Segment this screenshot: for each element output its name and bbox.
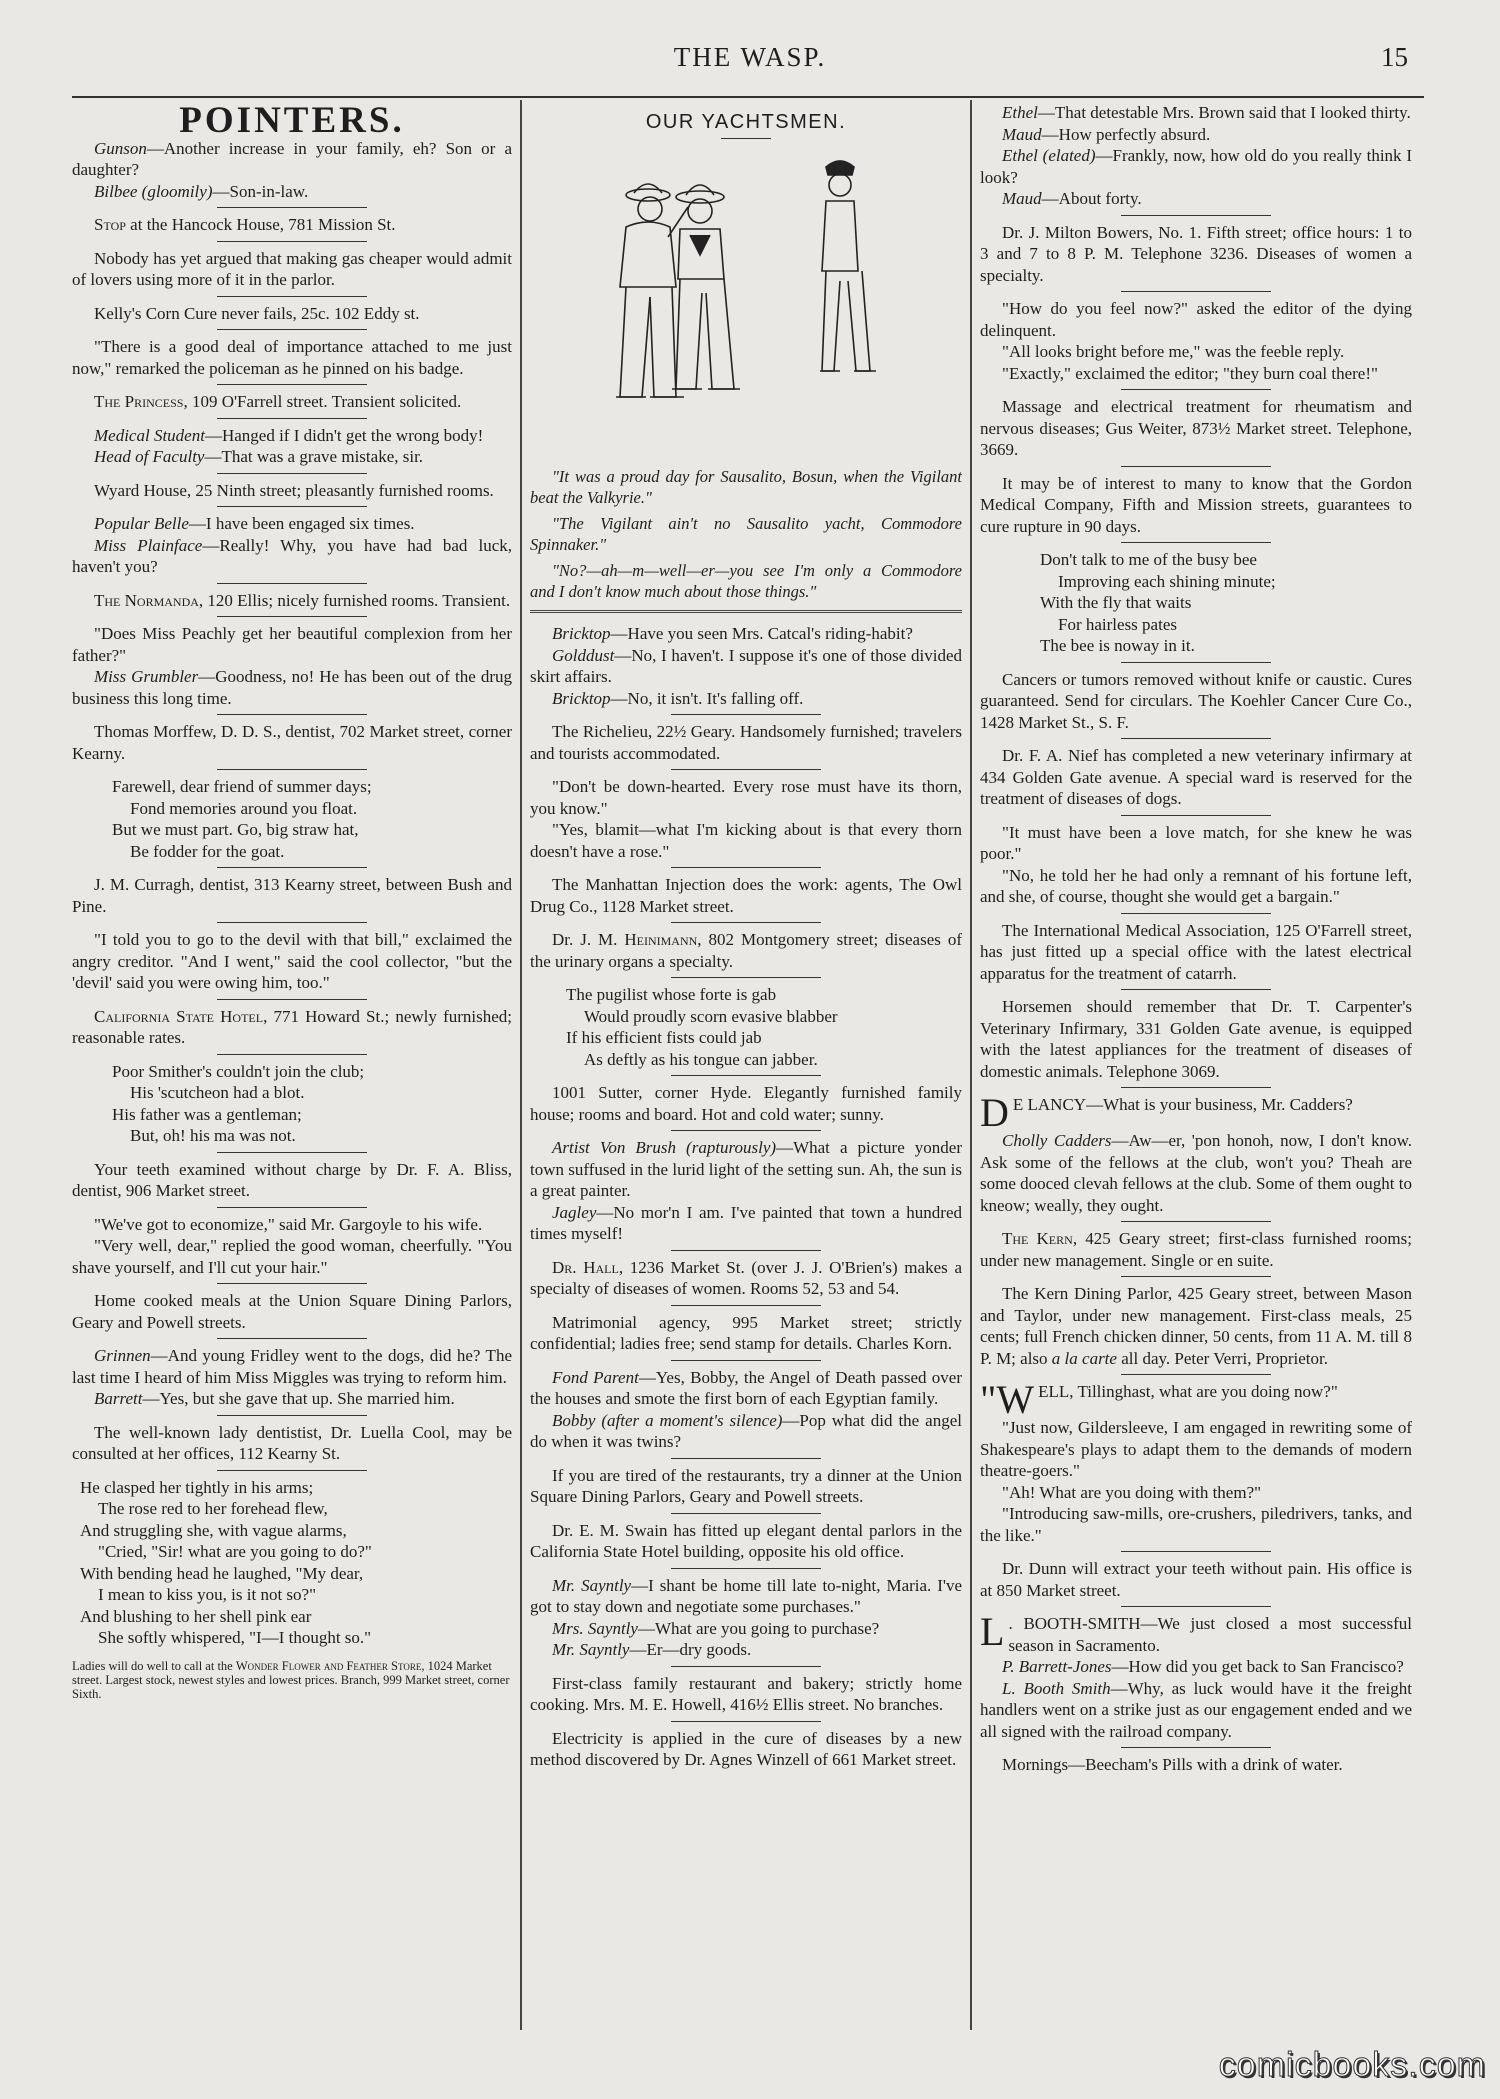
poem xyxy=(566,984,962,1070)
divider xyxy=(217,867,367,868)
divider xyxy=(671,1666,821,1667)
divider xyxy=(671,1305,821,1306)
paragraph: Jagley—No mor'n I am. I've painted that town a hundred times myself! xyxy=(530,1202,962,1243)
paragraph: Maud—About forty. xyxy=(1002,189,1142,208)
paragraph: Bricktop—No, it isn't. It's falling off. xyxy=(552,688,804,708)
divider xyxy=(671,1513,821,1514)
poem-line: Don't talk to me of the busy bee xyxy=(1040,550,1257,569)
divider xyxy=(217,1207,367,1208)
page-number: 15 xyxy=(1381,42,1408,72)
poem xyxy=(1040,549,1412,657)
divider xyxy=(217,506,367,507)
divider xyxy=(671,1721,821,1722)
paragraph: Medical Student—Hanged if I didn't get the wrong body! xyxy=(94,425,484,445)
paragraph: Head of Faculty—That was a grave mistake, sir. xyxy=(94,447,424,466)
paragraph: Maud—How perfectly absurd. xyxy=(1002,124,1211,144)
paragraph: "All looks bright before me," was the feeble reply. xyxy=(1002,342,1345,361)
paragraph: Grinnen—And young Fridley went to the dogs, did he? The last time I heard of him Miss Miggles was trying to reform him. xyxy=(72,1346,512,1387)
divider xyxy=(217,1283,367,1284)
paragraph: Mornings—Beecham's Pills with a drink of water. xyxy=(1002,1755,1343,1774)
paragraph: Dr. J. Milton Bowers, No. 1. Fifth street; office hours: 1 to 3 and 7 to 8 P. M. Telephone 3236. Diseases of women a specialty. xyxy=(980,222,1412,285)
paragraph: "Does Miss Peachly get her beautiful complexion from her father?" xyxy=(72,624,512,665)
paragraph: E LANCY—What is your business, Mr. Cadders? xyxy=(1012,1095,1353,1114)
divider xyxy=(1121,913,1271,914)
poem-line: The pugilist whose forte is gab xyxy=(566,985,777,1004)
divider xyxy=(217,616,367,617)
divider xyxy=(1121,662,1271,663)
paragraph: Mr. Sayntly—Er—dry goods. xyxy=(552,1640,752,1659)
divider xyxy=(1121,542,1271,543)
divider xyxy=(671,1075,821,1076)
divider xyxy=(217,583,367,584)
divider xyxy=(1121,291,1271,292)
divider xyxy=(217,384,367,385)
divider xyxy=(1121,1374,1271,1375)
paragraph: Matrimonial agency, 995 Market street; strictly confidential; ladies free; send stamp for details. Charles Korn. xyxy=(530,1312,962,1353)
divider xyxy=(217,473,367,474)
poem xyxy=(112,1061,512,1147)
divider xyxy=(1121,989,1271,990)
paragraph: Gunson—Another increase in your family, eh? Son or a daughter? xyxy=(72,138,512,179)
paragraph: Your teeth examined without charge by Dr. F. A. Bliss, dentist, 906 Market street. xyxy=(72,1159,512,1200)
paragraph: The Richelieu, 22½ Geary. Handsomely furnished; travelers and tourists accommodated. xyxy=(530,722,962,763)
header-rule xyxy=(72,96,1424,98)
paragraph: Kelly's Corn Cure never fails, 25c. 102 Eddy st. xyxy=(94,303,420,323)
paragraph: "Ah! What are you doing with them?" xyxy=(1002,1482,1262,1502)
column-pointers xyxy=(72,102,512,2032)
double-rule xyxy=(530,610,962,613)
divider xyxy=(671,769,821,770)
divider xyxy=(671,977,821,978)
paragraph: The Kern Dining Parlor, 425 Geary street, between Mason and Taylor, under new management. First-class meals, 25 cents; full French chicken dinner, 50 cents, from 11 A. M. till 8 P. M; also a la carte all day. Peter Verri, Proprietor. xyxy=(980,1284,1412,1368)
divider xyxy=(217,999,367,1000)
paragraph: First-class family restaurant and bakery; strictly home cooking. Mrs. M. E. Howell, 416½ Ellis street. No branches. xyxy=(530,1673,962,1714)
poem-line: "Cried, "Sir! what are you going to do?" xyxy=(98,1542,372,1561)
divider xyxy=(217,922,367,923)
column-three xyxy=(980,102,1412,2032)
paragraph: "No, he told her he had only a remnant of his fortune left, and she, of course, thought she would get a bargain." xyxy=(980,865,1412,906)
poem-line: Be fodder for the goat. xyxy=(130,841,285,861)
paragraph: Home cooked meals at the Union Square Dining Parlors, Geary and Powell streets. xyxy=(72,1291,512,1332)
paragraph: California State Hotel, 771 Howard St.; newly furnished; reasonable rates. xyxy=(72,1006,512,1047)
paragraph: "There is a good deal of importance attached to me just now," remarked the policeman as he pinned on his badge. xyxy=(72,337,512,378)
poem-line: Would proudly scorn evasive blabber xyxy=(584,1006,838,1026)
paragraph: Ethel (elated)—Frankly, now, how old do you really think I look? xyxy=(980,146,1412,187)
newspaper-title: THE WASP. xyxy=(673,42,827,72)
divider xyxy=(217,1415,367,1416)
paragraph: Dr. F. A. Nief has completed a new veterinary infirmary at 434 Golden Gate avenue. A special ward is reserved for the treatment of diseases of dogs. xyxy=(980,746,1412,808)
paragraph: "Don't be down-hearted. Every rose must have its thorn, you know." xyxy=(530,777,962,818)
poem-line: With the fly that waits xyxy=(1040,593,1192,612)
paragraph: "Introducing saw-mills, ore-crushers, piledrivers, tanks, and the like." xyxy=(980,1504,1412,1545)
paragraph: "Exactly," exclaimed the editor; "they burn coal there!" xyxy=(1002,363,1378,383)
paragraph: 1001 Sutter, corner Hyde. Elegantly furnished family house; rooms and board. Hot and cold water; sunny. xyxy=(530,1083,962,1124)
divider xyxy=(217,1338,367,1339)
poem-line: I mean to kiss you, is it not so?" xyxy=(98,1585,317,1604)
poem-line: But, oh! his ma was not. xyxy=(130,1126,296,1145)
paragraph: Horsemen should remember that Dr. T. Carpenter's Veterinary Infirmary, 331 Golden Gate avenue, is equipped with the latest appliances for the treatment of diseases of domestic animals. Telephone 3069. xyxy=(980,997,1412,1081)
poem-line: She softly whispered, "I—I thought so." xyxy=(98,1628,372,1647)
page-header xyxy=(0,42,1500,82)
paragraph: Massage and electrical treatment for rheumatism and nervous diseases; Gus Weiter, 873½ Market street. Telephone, 3669. xyxy=(980,397,1412,459)
cartoon-illustration xyxy=(530,157,962,452)
paragraph: "It must have been a love match, for she knew he was poor." xyxy=(980,822,1412,863)
poem-line: The bee is noway in it. xyxy=(1040,636,1195,655)
paragraph: Nobody has yet argued that making gas cheaper would admit of lovers using more of it in the parlor. xyxy=(72,248,512,289)
cartoon-caption: "It was a proud day for Sausalito, Bosun, when the Vigilant beat the Valkyrie." xyxy=(530,467,962,507)
paragraph: Golddust—No, I haven't. I suppose it's one of those divided skirt affairs. xyxy=(530,645,962,686)
divider xyxy=(217,769,367,770)
poem-line: And blushing to her shell pink ear xyxy=(80,1606,312,1626)
paragraph: It may be of interest to many to know that the Gordon Medical Company, Fifth and Mission streets, guarantees to cure rupture in 90 days. xyxy=(980,473,1412,536)
divider xyxy=(1121,1606,1271,1607)
poem-line: For hairless pates xyxy=(1058,614,1177,634)
paragraph: Miss Grumbler—Goodness, no! He has been out of the drug business this long time. xyxy=(72,667,512,708)
paragraph: Cholly Cadders—Aw—er, 'pon honoh, now, I don't know. Ask some of the fellows at the club, won't you? Theah are some dooced clevah fellows at the club. Some of them ought to kneow; weally, they ought. xyxy=(980,1131,1412,1215)
paragraph: Artist Von Brush (rapturously)—What a picture yonder town suffused in the lurid light of the setting sun. Ah, the sun is a great painter. xyxy=(530,1138,962,1200)
divider xyxy=(1121,466,1271,467)
paragraph: The International Medical Association, 125 O'Farrell street, has just fitted up a special office with the latest electrical apparatus for the treatment of catarrh. xyxy=(980,920,1412,983)
site-watermark: comicbooks.com xyxy=(1218,2046,1486,2084)
paragraph: Bilbee (gloomily)—Son-in-law. xyxy=(94,181,309,201)
divider xyxy=(671,922,821,923)
divider xyxy=(217,296,367,297)
paragraph: The well-known lady dentistist, Dr. Luella Cool, may be consulted at her offices, 112 Kearny St. xyxy=(72,1422,512,1463)
poem-line: Poor Smither's couldn't join the club; xyxy=(112,1061,365,1081)
paragraph: Bricktop—Have you seen Mrs. Catcal's riding-habit? xyxy=(552,624,913,643)
divider xyxy=(217,1152,367,1153)
poem-line: As deftly as his tongue can jabber. xyxy=(584,1049,818,1069)
column-yachtsmen xyxy=(530,102,962,2032)
cartoon-caption: "No?—ah—m—well—er—you see I'm only a Commodore and I don't know much about those things." xyxy=(530,561,962,601)
paragraph: Cancers or tumors removed without knife or caustic. Cures guaranteed. Send for circulars. The Koehler Cancer Cure Co., 1428 Market St., S. F. xyxy=(980,669,1412,732)
divider xyxy=(217,1054,367,1055)
divider xyxy=(217,714,367,715)
paragraph: . BOOTH-SMITH—We just closed a most successful season in Sacramento. xyxy=(1008,1614,1412,1655)
paragraph: Dr. J. M. Heinimann, 802 Montgomery street; diseases of the urinary organs a specialty. xyxy=(530,930,962,971)
paragraph: The Manhattan Injection does the work: agents, The Owl Drug Co., 1128 Market street. xyxy=(530,875,962,916)
paragraph: Wyard House, 25 Ninth street; pleasantly furnished rooms. xyxy=(94,480,494,500)
paragraph: Ethel—That detestable Mrs. Brown said that I looked thirty. xyxy=(1002,103,1411,122)
divider xyxy=(671,1458,821,1459)
paragraph: Bobby (after a moment's silence)—Pop what did the angel do when it was twins? xyxy=(530,1410,962,1451)
paragraph: "Very well, dear," replied the good woman, cheerfully. "You shave yourself, and I'll cut your hair." xyxy=(72,1236,512,1277)
divider xyxy=(671,867,821,868)
divider xyxy=(1121,1221,1271,1222)
paragraph-dropcap xyxy=(980,1377,1412,1422)
poem-line: He clasped her tightly in his arms; xyxy=(80,1477,314,1497)
poem xyxy=(112,776,512,862)
poem-line: Fond memories around you float. xyxy=(130,798,358,818)
paragraph: "Just now, Gildersleeve, I am engaged in rewriting some of Shakespeare's plays to adapt them to the demands of modern theatre-goers." xyxy=(980,1418,1412,1480)
paragraph: The Kern, 425 Geary street; first-class furnished rooms; under new management. Single or en suite. xyxy=(980,1229,1412,1270)
drop-cap: L xyxy=(980,1609,1005,1654)
column-divider xyxy=(520,100,522,2030)
divider xyxy=(1121,1276,1271,1277)
divider xyxy=(1121,1551,1271,1552)
column-divider xyxy=(970,100,972,2030)
paragraph: "We've got to economize," said Mr. Gargoyle to his wife. xyxy=(94,1214,483,1234)
poem-line: His 'scutcheon had a blot. xyxy=(130,1083,305,1102)
paragraph: Miss Plainface—Really! Why, you have had bad luck, haven't you? xyxy=(72,535,512,576)
paragraph: "I told you to go to the devil with that bill," exclaimed the angry creditor. "And I went," said the cool collector, "but the 'devil' said you were owing him, too." xyxy=(72,930,512,992)
divider xyxy=(671,1568,821,1569)
poem-line: The rose red to her forehead flew, xyxy=(98,1499,328,1518)
paragraph: Electricity is applied in the cure of diseases by a new method discovered by Dr. Agnes Winzell of 661 Market street. xyxy=(530,1728,962,1769)
paragraph: The Normanda, 120 Ellis; nicely furnished rooms. Transient. xyxy=(94,590,511,610)
divider xyxy=(671,714,821,715)
poem-line: But we must part. Go, big straw hat, xyxy=(112,820,359,839)
divider xyxy=(217,329,367,330)
poem-line: Improving each shining minute; xyxy=(1058,571,1276,591)
paragraph: Dr. Dunn will extract your teeth without pain. His office is at 850 Market street. xyxy=(980,1559,1412,1600)
poem-line: Farewell, dear friend of summer days; xyxy=(112,777,372,796)
paragraph: If you are tired of the restaurants, try a dinner at the Union Square Dining Parlors, Geary and Powell streets. xyxy=(530,1465,962,1506)
paragraph: Mrs. Sayntly—What are you going to purchase? xyxy=(552,1618,880,1638)
divider xyxy=(1121,389,1271,390)
divider xyxy=(217,418,367,419)
section-title: POINTERS. xyxy=(179,102,405,141)
advertisement-note: Ladies will do well to call at the Wonder Flower and Feather Store, 1024 Market street. Largest stock, newest styles and lowest prices. Branch, 999 Market street, corner Sixth. xyxy=(72,1658,510,1701)
paragraph: Stop at the Hancock House, 781 Mission St. xyxy=(94,215,396,234)
paragraph: Dr. Hall, 1236 Market St. (over J. J. O'Brien's) makes a specialty of diseases of women. Rooms 52, 53 and 54. xyxy=(530,1257,962,1298)
paragraph: P. Barrett-Jones—How did you get back to San Francisco? xyxy=(1002,1657,1404,1676)
poem-line: If his efficient fists could jab xyxy=(566,1028,762,1047)
paragraph: Dr. E. M. Swain has fitted up elegant dental parlors in the California State Hotel building, opposite his old office. xyxy=(530,1520,962,1561)
paragraph: Mr. Sayntly—I shant be home till late to-night, Maria. I've got to stay down and negotiate some purchases." xyxy=(530,1575,962,1616)
divider xyxy=(1121,1087,1271,1088)
drop-cap: D xyxy=(980,1090,1009,1135)
paragraph: "How do you feel now?" asked the editor of the dying delinquent. xyxy=(980,299,1412,340)
poem-line: And struggling she, with vague alarms, xyxy=(80,1520,347,1540)
divider xyxy=(217,241,367,242)
paragraph: L. Booth Smith—Why, as luck would have it the freight handlers went on a strike just as our engagement ended and we all signed with the railroad company. xyxy=(980,1678,1412,1741)
divider xyxy=(1121,738,1271,739)
divider xyxy=(1121,215,1271,216)
divider xyxy=(217,1470,367,1471)
paragraph: J. M. Curragh, dentist, 313 Kearny street, between Bush and Pine. xyxy=(72,875,512,916)
divider xyxy=(671,1130,821,1131)
divider xyxy=(217,207,367,208)
paragraph-dropcap xyxy=(980,1090,1412,1135)
divider xyxy=(1121,815,1271,816)
drop-cap: "W xyxy=(980,1377,1035,1422)
divider xyxy=(721,138,771,139)
paragraph: The Princess, 109 O'Farrell street. Transient solicited. xyxy=(94,392,462,411)
divider xyxy=(671,1360,821,1361)
poem-line: With bending head he laughed, "My dear, xyxy=(80,1563,364,1583)
paragraph: Popular Belle—I have been engaged six times. xyxy=(94,514,415,533)
paragraph: "Yes, blamit—what I'm kicking about is that every thorn doesn't have a rose." xyxy=(530,820,962,861)
paragraph: Thomas Morffew, D. D. S., dentist, 702 Market street, corner Kearny. xyxy=(72,722,512,763)
poem-line: His father was a gentleman; xyxy=(112,1104,302,1124)
poem xyxy=(80,1477,512,1649)
paragraph: Barrett—Yes, but she gave that up. She married him. xyxy=(94,1389,455,1408)
section-title: OUR YACHTSMEN. xyxy=(645,111,847,133)
paragraph: Fond Parent—Yes, Bobby, the Angel of Death passed over the houses and smote the first born of each Egyptian family. xyxy=(530,1367,962,1408)
paragraph: ELL, Tillinghast, what are you doing now?" xyxy=(1038,1382,1338,1401)
divider xyxy=(671,1250,821,1251)
cartoon-caption: "The Vigilant ain't no Sausalito yacht, Commodore Spinnaker." xyxy=(530,514,962,554)
paragraph-dropcap xyxy=(980,1609,1412,1656)
divider xyxy=(1121,1747,1271,1748)
